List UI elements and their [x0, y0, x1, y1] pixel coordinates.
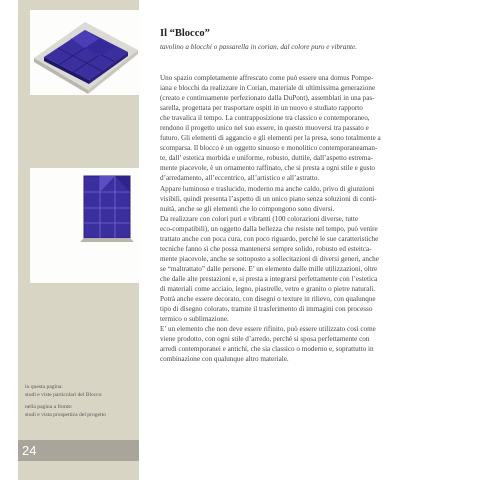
body-line: termico o sublimazione.	[160, 315, 229, 324]
body-line: di materiali come acciaio, legno, piastrelle, vetro e granito o pietre naturali.	[160, 284, 376, 293]
body-line: te, dall’ estetica morbida e uniforme, robusto, duttile, dall’aspetto estrema-	[160, 154, 374, 163]
body-line: arredi contemporanei e antichi, che sia classico o moderno e, soprattutto in	[160, 345, 374, 354]
caption-this-page: in questa pagina: studi e viste particolari del Blocco	[25, 384, 102, 398]
image-captions	[25, 384, 137, 424]
photo-block-perspective	[30, 10, 140, 95]
body-line: rendono il progetto unico nel suo essere, in questo muoversi tra passato e	[160, 124, 369, 133]
page-subtitle: tavolino a blocchi o passarella in corian, dal colore puro e vibrante.	[160, 43, 358, 51]
body-line: che travalica il tempo. La contrapposizione tra classico e contemporaneo,	[160, 114, 370, 123]
body-line: Uno spazio completamente affrescato come può essere una domus Pompe-	[160, 74, 374, 82]
body-line: (creato e continuamente perfezionato dalla DuPont), assemblati in una pas-	[160, 94, 375, 103]
body-line: E’ un elemento che non deve essere rifinito, può essere utilizzato così come	[160, 325, 376, 334]
body-line: nuità, anche se gli elementi che lo compongono sono diversi.	[160, 204, 335, 213]
body-line: Da realizzare con colori puri e vibranti (100 colorazioni diverse, tutte	[160, 214, 359, 223]
body-line: visibili, quindi presenta l’aspetto di un unico piano senza soluzioni di conti-	[160, 194, 377, 203]
block-perspective-illustration	[30, 10, 140, 95]
body-line: che dalle alte prestazioni e, si presta a integrarsi perfettamente con l’estetica	[160, 274, 378, 283]
page-number: 24	[22, 443, 37, 458]
caption-facing-page: nella pagina a fronte: studi e vista prospettica del progetto	[25, 404, 106, 418]
body-text	[160, 73, 456, 364]
body-line: iana e blocchi da realizzare in Corian, materiale di ultimissima generazione	[160, 84, 376, 93]
body-line: tecniche fanno sì che possa mantenersi sempre solido, robusto ed esteitca-	[160, 244, 372, 253]
body-line: viene prodotto, con ogni stile d’arredo, perché si sposa perfettamente con	[160, 335, 370, 344]
block-front-illustration	[30, 168, 140, 283]
photo-block-front	[30, 168, 140, 283]
body-line: sarella, progettata per trasportare ospiti in un nuovo e studiato rapporto	[160, 104, 363, 113]
body-line: mente piacevole, è un ornamento raffinato, che si presta a ogni stile e gusto	[160, 164, 376, 173]
body-line: eco-compatibili), un oggetto dalla bellezza che resiste nel tempo, può venire	[160, 224, 378, 233]
body-line: tipo di disegno colorato, tramite il trasferimento di immagini con processo	[160, 305, 373, 314]
body-line: combinazione con qualunque altro materiale.	[160, 355, 289, 364]
body-line: futuro. Gli elementi di aggancio e gli elementi per la presa, sono totalmente a	[160, 134, 381, 143]
page-title: Il “Blocco”	[160, 28, 210, 39]
body-line: scomparsa. Il blocco è un oggetto sinuoso e monolitico contemporaneaman-	[160, 144, 378, 153]
body-line: trattato anche con poca cura, con poco riguardo, perché le sue caratteristiche	[160, 234, 379, 243]
body-line: se “maltrattato” dalle persone. E’ un elemento dalle mille utilizzazioni, oltre	[160, 264, 378, 273]
body-line: mente piacevole, anche se sottoposto a sollecitazioni di diversi generi, anche	[160, 254, 379, 263]
body-line: Potrà anche essere decorato, con disegni o texture in rilievo, con qualunque	[160, 295, 376, 304]
body-line: d’arredamento, all’eccentrico, all’artistico e all’astratto.	[160, 174, 320, 183]
body-line: Appare luminoso e traslucido, moderno ma anche caldo, privo di giunzioni	[160, 184, 375, 193]
